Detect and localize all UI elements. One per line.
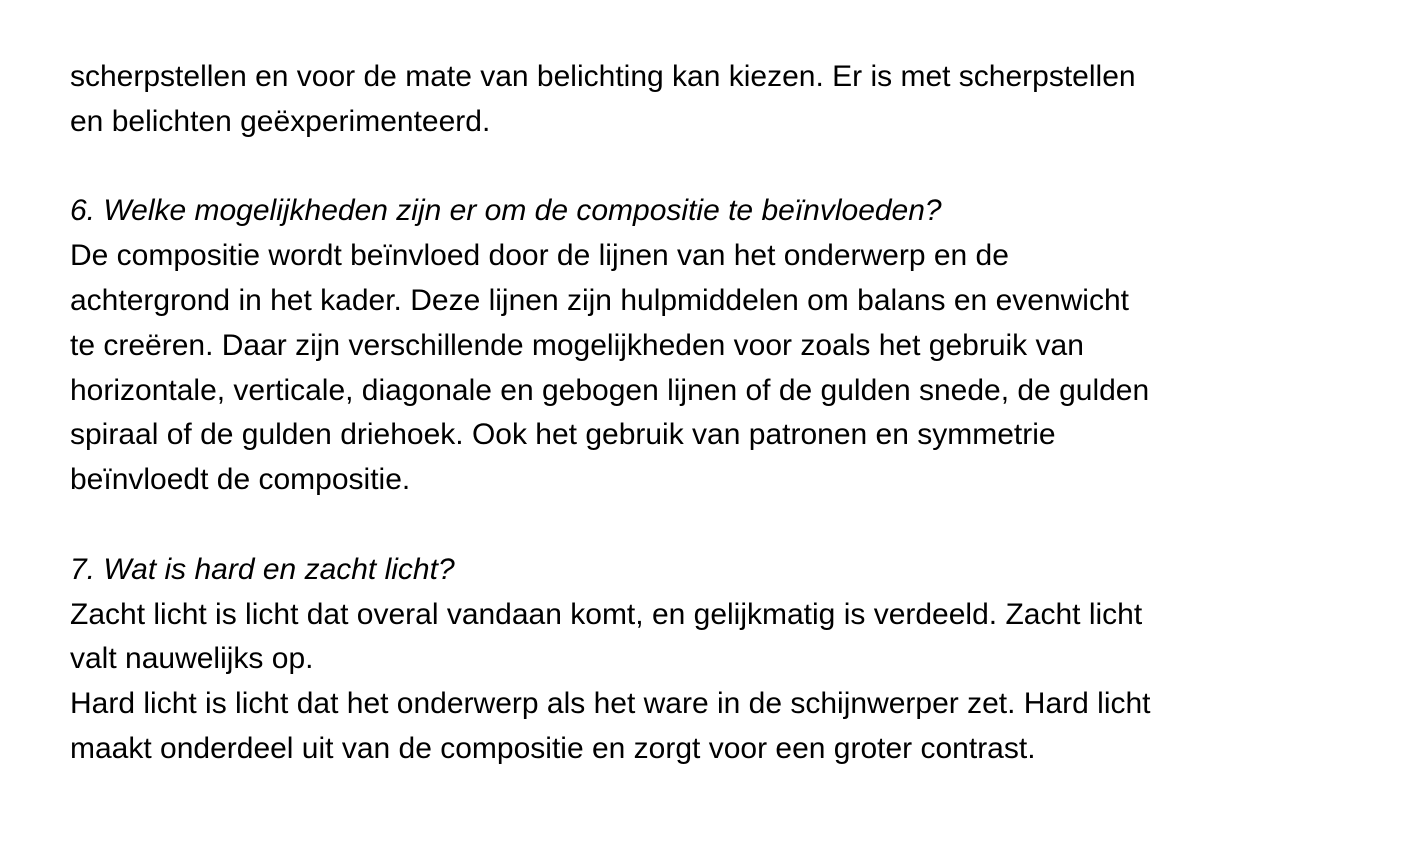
question-6-heading: 6. Welke mogelijkheden zijn er om de compositie te beïnvloeden? <box>70 194 942 228</box>
paragraph-spacer <box>70 503 1370 548</box>
question-7-section <box>70 548 1370 772</box>
question-7-heading: 7. Wat is hard en zacht licht? <box>70 552 455 586</box>
text-line: Zacht licht is licht dat overal vandaan komt, en gelijkmatig is verdeeld. Zacht licht <box>70 597 1143 631</box>
text-line: achtergrond in het kader. Deze lijnen zijn hulpmiddelen om balans en evenwicht <box>70 283 1129 317</box>
text-line: maakt onderdeel uit van de compositie en zorgt voor een groter contrast. <box>70 731 1036 765</box>
text-line: spiraal of de gulden driehoek. Ook het gebruik van patronen en symmetrie <box>70 418 1056 452</box>
text-line: en belichten geëxperimenteerd. <box>70 104 491 138</box>
intro-paragraph <box>70 55 1370 145</box>
paragraph-spacer <box>70 145 1370 190</box>
text-line: Hard licht is licht dat het onderwerp als het ware in de schijnwerper zet. Hard licht <box>70 687 1151 721</box>
text-line: beïnvloedt de compositie. <box>70 463 411 497</box>
text-line: De compositie wordt beïnvloed door de lijnen van het onderwerp en de <box>70 239 1009 273</box>
text-line: scherpstellen en voor de mate van belichting kan kiezen. Er is met scherpstellen <box>70 60 1136 93</box>
text-line: valt nauwelijks op. <box>70 642 314 676</box>
document-page <box>70 55 1370 772</box>
text-line: horizontale, verticale, diagonale en gebogen lijnen of de gulden snede, de gulden <box>70 373 1150 407</box>
question-6-section <box>70 189 1370 503</box>
text-line: te creëren. Daar zijn verschillende mogelijkheden voor zoals het gebruik van <box>70 328 1084 362</box>
